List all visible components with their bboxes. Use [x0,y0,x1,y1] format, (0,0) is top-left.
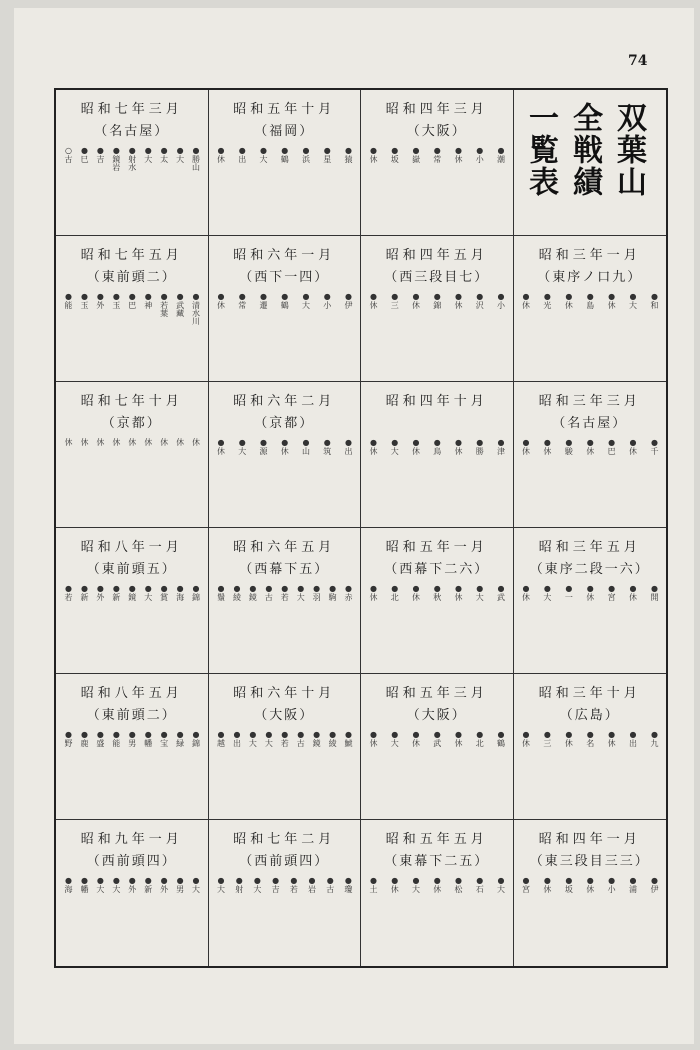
bout-list [520,584,661,663]
title-line: 全戦績 [567,102,602,198]
bout-entry: ●緑 [175,730,185,747]
bout-entry: ●休 [369,584,378,601]
tournament-date: 昭和四年十月 [385,394,488,409]
bout-entry: ●能 [111,730,121,747]
bout-entry: ●能 [64,292,73,309]
tournament-venue: （東序二段一六） [529,562,650,577]
bout-list [215,876,355,956]
bout-entry: ●遷 [259,292,268,309]
bout-entry: ●綾 [232,584,242,601]
bout-entry: 休 [159,438,169,446]
bout-entry: ●三 [390,292,400,309]
tournament-venue: （京都） [101,416,162,431]
bout-entry: ●綾 [328,730,338,747]
bout-entry: ●大 [496,876,506,893]
bout-list [367,292,507,371]
bout-entry: ●大 [411,876,421,893]
bout-entry: ●出 [344,438,353,455]
bout-entry: ●休 [585,876,595,893]
tournament-venue: （東前頭五） [86,562,177,577]
tournament-date: 昭和六年一月 [233,248,336,263]
tournament-cell [209,382,362,528]
tournament-cell [361,90,514,236]
tournament-venue: （西下一四） [239,270,330,285]
bout-entry: ●鏡岩 [111,146,121,171]
bout-entry: ●伊 [344,292,353,309]
tournament-cell [514,674,667,820]
bout-entry: ●坂 [390,146,400,163]
bout-list [62,292,202,371]
bout-list [62,730,202,809]
bout-entry: ●小 [322,292,332,309]
bout-entry: ●大 [628,292,638,309]
bout-list [367,438,507,517]
tournament-venue: （西幕下五） [239,562,330,577]
bout-entry: ●鏡 [248,584,258,601]
tournament-cell [514,820,667,966]
bout-entry: ●鬚 [216,584,226,601]
bout-entry: ●休 [411,438,421,455]
bout-entry: ●休 [454,438,463,455]
bout-entry: ●鳥 [432,438,442,455]
bout-entry: ●外 [95,584,105,601]
bout-entry: ●休 [521,584,531,601]
tournament-cell [209,528,362,674]
bout-entry: ●休 [411,584,421,601]
bout-entry: ●大 [143,584,153,601]
bout-entry: ●休 [216,146,226,163]
title-line: 一覧表 [523,102,558,198]
tournament-date: 昭和五年一月 [385,540,488,555]
tournament-venue: （西前頭四） [86,854,177,869]
bout-entry: ●休 [607,730,617,747]
bout-entry: ●休 [390,876,400,893]
bout-entry: ●土 [369,876,378,893]
bout-entry: ●武 [496,584,506,601]
bout-entry: ●潮 [496,146,506,163]
bout-entry: ●新 [143,876,153,893]
tournament-venue: （名古屋） [552,416,628,431]
tournament-date: 昭和八年五月 [80,686,183,701]
bout-entry: ●嶽 [411,146,421,163]
tournament-date: 昭和三年一月 [538,248,641,263]
bout-entry: ●宝 [159,730,169,747]
tournament-venue: （京都） [254,416,315,431]
tournament-date: 昭和三年三月 [538,394,641,409]
bout-list [62,146,202,225]
bout-entry: ●太 [159,146,169,163]
bout-entry: ●浜 [301,146,311,163]
bout-entry: ●巳 [79,146,89,163]
tournament-date: 昭和四年三月 [385,102,488,117]
bout-entry: ●盛 [95,730,105,747]
bout-entry: ●大 [216,876,226,893]
bout-entry: ●休 [369,146,378,163]
bout-list [215,146,355,225]
tournament-date: 昭和五年五月 [385,832,488,847]
bout-entry: ●小 [496,292,506,309]
bout-entry: 休 [95,438,105,446]
bout-entry: ●休 [432,876,442,893]
bout-entry: ●若 [280,584,290,601]
bout-entry: ●千 [649,438,659,455]
bout-entry: 休 [64,438,73,446]
bout-entry: ●休 [585,584,595,601]
bout-entry: ●若葉 [159,292,169,317]
bout-entry: ●吉 [271,876,281,893]
tournament-date: 昭和七年十月 [80,394,183,409]
bout-entry: ●瓊 [343,876,353,893]
bout-entry: ●伊 [649,876,659,893]
bout-entry: ●吉 [95,146,105,163]
bout-entry: ●駒 [328,584,338,601]
tournament-date: 昭和三年十月 [538,686,641,701]
bout-entry: 休 [143,438,153,446]
tournament-cell [361,528,514,674]
bout-entry: ●錦 [432,292,442,309]
bout-entry: ●清水川 [191,292,201,325]
bout-list [520,292,661,371]
bout-entry: ●巴 [607,438,617,455]
bout-entry: ●休 [564,730,574,747]
bout-entry: ●玉 [79,292,89,309]
bout-entry: ●大 [301,292,311,309]
bout-entry: ●大 [252,876,262,893]
tournament-cell [361,382,514,528]
tournament-cell [56,236,209,382]
bout-entry: ●出 [628,730,638,747]
bout-entry: ●射 [234,876,244,893]
bout-entry: ●大 [390,730,400,747]
bout-list [62,876,202,956]
document-page [14,8,694,1044]
bout-entry: ●射水 [127,146,137,171]
bout-entry: ●出 [237,146,247,163]
bout-entry: ●大 [542,584,552,601]
bout-list [62,438,202,517]
bout-entry: ●新 [111,584,121,601]
bout-entry: ●北 [390,584,400,601]
bout-entry: ●休 [369,730,378,747]
tournament-cell [56,820,209,966]
bout-entry: ●休 [542,876,552,893]
bout-entry: ●大 [237,438,247,455]
bout-entry: ●外 [127,876,137,893]
tournament-cell [361,820,514,966]
page-number: 74 [628,53,648,69]
tournament-venue: （東前頭二） [86,270,177,285]
bout-entry: ●鏡 [312,730,322,747]
tournament-date: 昭和五年十月 [233,102,336,117]
bout-entry: ●休 [369,292,378,309]
bout-entry: ●小 [607,876,617,893]
bout-entry: ●武藏 [175,292,185,317]
bout-entry: ●休 [607,292,617,309]
tournament-venue: （大阪） [406,708,467,723]
bout-entry: ●秋 [432,584,442,601]
bout-entry: ●古 [325,876,335,893]
tournament-date: 昭和五年三月 [385,686,488,701]
tournament-date: 昭和六年二月 [233,394,336,409]
bout-entry: ●津 [496,438,506,455]
bout-entry: ●休 [521,438,531,455]
bout-entry: ●大 [95,876,105,893]
bout-list [520,876,661,956]
bout-entry: ●勝山 [191,146,201,171]
bout-entry: ●休 [369,438,378,455]
title-line: 双葉山 [611,102,646,198]
bout-entry: 休 [191,438,201,446]
bout-entry: 休 [175,438,185,446]
bout-entry: ●休 [542,438,552,455]
bout-entry: ●名 [585,730,595,747]
bout-entry: 休 [111,438,121,446]
bout-entry: ●若 [280,730,290,747]
results-table [54,88,668,968]
tournament-venue: （東三段目三三） [529,854,650,869]
bout-entry: ●出 [232,730,242,747]
bout-entry: ○古 [64,146,73,163]
tournament-venue: （東幕下二五） [384,854,490,869]
bout-list [367,146,507,225]
bout-entry: ●休 [454,730,463,747]
bout-entry: ●和 [649,292,659,309]
tournament-venue: （福岡） [254,124,315,139]
bout-entry: ●三 [542,730,552,747]
bout-entry: ●若 [289,876,299,893]
tournament-date: 昭和八年一月 [80,540,183,555]
bout-entry: ●休 [564,292,574,309]
bout-entry: ●鶴 [496,730,506,747]
bout-entry: ●開 [649,584,659,601]
tournament-venue: （大阪） [254,708,315,723]
bout-entry: ●海 [175,584,185,601]
bout-entry: ●休 [411,292,421,309]
tournament-cell [514,528,667,674]
bout-entry: ●大 [111,876,121,893]
bout-entry: ●鹿 [79,730,89,747]
tournament-date: 昭和三年五月 [538,540,641,555]
bout-entry: ●浦 [628,876,638,893]
bout-entry: ●九 [649,730,659,747]
bout-entry: ●休 [454,146,463,163]
bout-entry: ●岩 [307,876,317,893]
bout-entry: ●坂 [564,876,574,893]
bout-entry: ●幡 [79,876,89,893]
bout-entry: ●松 [454,876,463,893]
tournament-date: 昭和九年一月 [80,832,183,847]
bout-entry: ●大 [175,146,185,163]
bout-entry: ●休 [454,292,463,309]
bout-entry: ●男 [175,876,185,893]
bout-entry: ●幡 [143,730,153,747]
bout-list [520,730,661,809]
bout-entry: ●星 [322,146,332,163]
bout-entry: ●鏡 [127,584,137,601]
tournament-cell [209,820,362,966]
bout-entry: ●鶴 [280,146,290,163]
tournament-cell [56,90,209,236]
bout-entry: ●北 [475,730,485,747]
title-block [514,90,667,236]
tournament-cell [56,674,209,820]
tournament-date: 昭和七年三月 [80,102,183,117]
bout-entry: ●休 [585,438,595,455]
bout-entry: ●古 [264,584,274,601]
bout-entry: ●休 [628,584,638,601]
bout-entry: ●玉 [111,292,121,309]
bout-entry: ●宮 [521,876,531,893]
bout-entry: ●休 [521,730,531,747]
bout-entry: ●鯱 [344,730,353,747]
bout-entry: ●武 [432,730,442,747]
tournament-cell [209,674,362,820]
bout-list [215,438,355,517]
bout-entry: ●勝 [475,438,485,455]
bout-entry: ●休 [216,438,226,455]
tournament-venue: （西幕下二六） [384,562,490,577]
bout-entry: ●大 [143,146,153,163]
bout-entry: ●若 [64,584,73,601]
bout-entry: ●休 [280,438,290,455]
tournament-cell [209,236,362,382]
tournament-cell [361,674,514,820]
bout-entry: ●外 [95,292,105,309]
bout-entry: ●大 [296,584,306,601]
bout-entry: ●光 [542,292,552,309]
tournament-venue: （広島） [559,708,620,723]
bout-entry: ●石 [475,876,485,893]
bout-entry: ●島 [585,292,595,309]
bout-entry: ●赤 [344,584,353,601]
bout-entry: 休 [79,438,89,446]
bout-entry: ●駿 [564,438,574,455]
tournament-date: 昭和六年五月 [233,540,336,555]
bout-list [367,584,507,663]
bout-entry: ●休 [411,730,421,747]
bout-list [367,876,507,956]
bout-entry: ●猿 [344,146,353,163]
tournament-cell [514,382,667,528]
bout-entry: ●野 [64,730,73,747]
bout-entry: ●錦 [191,730,201,747]
bout-entry: ●休 [454,584,463,601]
tournament-venue: （東前頭二） [86,708,177,723]
tournament-venue: （大阪） [406,124,467,139]
bout-entry: ●源 [259,438,268,455]
bout-entry: ●宮 [607,584,617,601]
bout-entry: ●古 [296,730,306,747]
tournament-cell [514,236,667,382]
bout-entry: ●一 [564,584,574,601]
bout-list [215,584,355,663]
bout-entry: ●常 [237,292,247,309]
bout-list [215,292,355,371]
bout-entry: ●小 [475,146,485,163]
bout-entry: ●海 [64,876,73,893]
tournament-venue: （西前頭四） [239,854,330,869]
bout-list [520,438,661,517]
bout-entry: ●羽 [312,584,322,601]
tournament-date: 昭和七年五月 [80,248,183,263]
bout-entry: ●大 [390,438,400,455]
bout-entry: ●筑 [322,438,332,455]
bout-list [62,584,202,663]
bout-entry: 休 [127,438,137,446]
tournament-cell [56,528,209,674]
bout-entry: ●鶴 [280,292,290,309]
bout-entry: ●新 [79,584,89,601]
bout-entry: ●越 [216,730,226,747]
bout-entry: ●休 [216,292,226,309]
tournament-date: 昭和六年十月 [233,686,336,701]
bout-entry: ●外 [159,876,169,893]
tournament-cell [56,382,209,528]
tournament-cell [361,236,514,382]
bout-entry: ●巴 [127,292,137,309]
bout-entry: ●大 [259,146,268,163]
bout-entry: ●沢 [475,292,485,309]
bout-entry: ●山 [301,438,311,455]
bout-list [367,730,507,809]
bout-entry: ●賞 [159,584,169,601]
tournament-venue: （東序ノ口九） [537,270,643,285]
tournament-date: 昭和四年五月 [385,248,488,263]
bout-entry: ●男 [127,730,137,747]
bout-entry: ●大 [475,584,485,601]
bout-entry: ●休 [521,292,531,309]
bout-entry: ●錦 [191,584,201,601]
tournament-date: 昭和七年二月 [233,832,336,847]
tournament-venue: （西三段目七） [384,270,490,285]
bout-entry: ●神 [143,292,153,309]
tournament-venue: （名古屋） [94,124,170,139]
bout-entry: ●大 [264,730,274,747]
tournament-date: 昭和四年一月 [538,832,641,847]
bout-entry: ●大 [248,730,258,747]
tournament-cell [209,90,362,236]
bout-entry: ●大 [191,876,201,893]
bout-entry: ●常 [432,146,442,163]
bout-list [215,730,355,809]
bout-entry: ●休 [628,438,638,455]
